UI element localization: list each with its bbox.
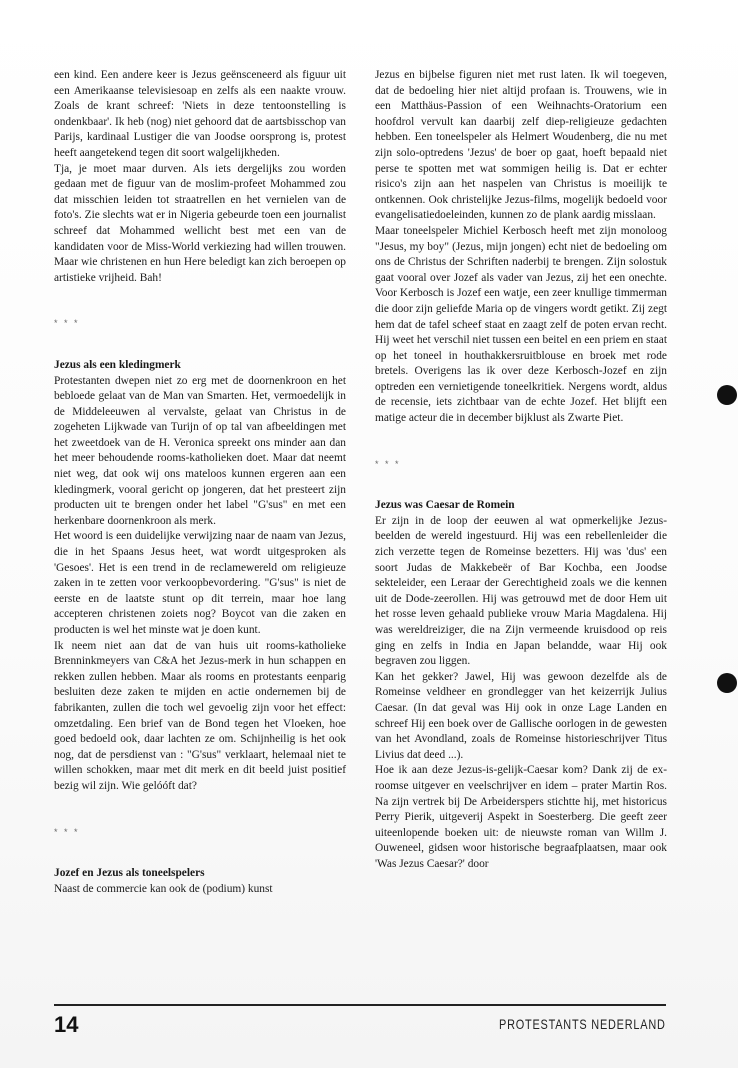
caesar-paragraph-2: Kan het gekker? Jawel, Hij was gewoon dezelfde als de Romeinse veldheer en grondlegger van het keizerrijk Julius Caesar. (In dat geval was Hij ook in onze Lage Landen en schreef Hij een boek over de Gallische oorlogen in de gewesten van het Avondland, zoals de Romeinse historieschrijver Titus Livius dat deed ...). <box>375 670 667 761</box>
section-heading-caesar: Jezus was Caesar de Romein <box>375 499 515 512</box>
right-intro-paragraph-2: Maar toneelspeler Michiel Kerbosch heeft met zijn monoloog "Jesus, my boy" (Jezus, mijn jongen) echt niet de bedoeling om ons de Christus der Schriften naderbij te brengen. Zijn solostuk gaat vooral over Jozef als vader van Jezus, zij het een onechte. Voor Kerbosch is Jozef een watje, een zeer knullige timmerman die door zijn geliefde Maria op de vingers wordt getikt. Zij zegt hem dat de tafel scheef staat en zaagt zelf de poten ervan recht. Hij weet het verschil niet tussen een beitel en een priem en staat op het toneel in houthakkersruitblouse en broek met rode bretels. Overigens las ik over deze Kerbosch-Jozef en zijn optreden een vernietigende toneelkritiek. Nergens wordt, aldus de recensie, iets zichtbaar van de echte Jozef. Het blijft een matige acteur die in december bijklust als Zwarte Piet. <box>375 224 667 425</box>
section-heading-kledingmerk: Jezus als een kledingmerk <box>54 358 181 371</box>
caesar-paragraph-1: Er zijn in de loop der eeuwen al wat opmerkelijke Jezus-beelden de wereld ingestuurd. Hij was een rebellenleider die zich verzette tegen de Romeinse bezetters. Hij was 'dus' een soort Judas de Makkebeër of Bar Kochba, een Joodse sekteleider, een Leraar der Gerechtigheid zoals we die kennen uit de Dode-zeerollen. Hij was getrouwd met de door Hem uit het rosse leven gehaald publieke vrouw Maria Magdalena. Hij was wereldreiziger, die na Zijn vermeende kruisdood op reis ging en zelfs in India en Japan belandde, waar Hij ook begraven zou liggen. <box>375 514 667 668</box>
section-separator: * * * <box>54 826 80 837</box>
left-column <box>54 68 346 897</box>
right-intro-paragraph-1: Jezus en bijbelse figuren niet met rust laten. Ik wil toegeven, dat de bedoeling hier niet altijd profaan is. Trouwens, wie in een Matthäus-Passion of een Weihnachts-Oratorium een hoofdrol vervult kan daarbij zelf diep-religieuze gedachten hebben. Een toneelspeler als Helmert Woudenberg, die nu met zijn solo-optredens 'Jezus' de boer op gaat, hoeft bepaald niet perse te spotten met wat sommigen heilig is. Dat er echter risico's zijn aan het naspelen van Christus is moeilijk te ontkennen. Ook christelijke Jezus-films, mogelijk bedoeld voor evangelisatiedoeleinden, kunnen zo de plank aardig misslaan. <box>375 69 667 222</box>
toneelspelers-paragraph-1: Naast de commercie kan ook de (podium) kunst <box>54 882 273 895</box>
right-column <box>375 68 667 873</box>
footer-rule <box>54 1004 666 1006</box>
kledingmerk-paragraph-2: Het woord is een duidelijke verwijzing naar de naam van Jezus, die in het Spaans Jesus heet, wat wordt uitgesproken als 'Gesoes'. Het is een trend in de reclamewereld om religieuze zaken in te zetten voor verkoopbevordering. "G'sus" is niet de eerste en de laatste stunt op dit terrein, maar hoe lang accepteren christenen zoiets nog? Boycot van die zaken en producten is wel het minste wat je doen kunt. <box>54 530 346 636</box>
binder-hole <box>717 385 737 405</box>
section-heading-toneelspelers: Jozef en Jezus als toneelspelers <box>54 867 205 880</box>
kledingmerk-paragraph-3: Ik neem niet aan dat de van huis uit rooms-katholieke Brenninkmeyers van C&A het Jezus-merk in hun schappen en rekken zullen hebben. Maar als rooms en protestants eenparig besluiten deze zaken te mijden en actie ondernemen bij de fabrikanten, zullen die toch wel gevoelig zijn voor het effect: omzetdaling. Een brief van de Bond tegen het Vloeken, hoe goed bedoeld ook, daar lachten ze om. Schijnheilig is het ook nog, dat de persdienst van : "G'sus" verklaart, helemaal niet te willen schokken, maar met dit merk en dit beeld juist positief bezig wil zijn. Wie gelóóft dat? <box>54 639 346 792</box>
binder-hole <box>717 673 737 693</box>
kledingmerk-paragraph-1: Protestanten dwepen niet zo erg met de doornenkroon en het bebloede gelaat van de Man van Smarten. Het, vermoedelijk in de Middeleeuwen al vervalste, gelaat van Christus in de zogeheten Lijkwade van Turijn of op tal van afbeeldingen met het zweetdoek van de H. Veronica spreekt ons minder aan dan het meer behoudende rooms-katholieken doet. Maar dat neemt niet weg, dat ook wij ons mateloos kunnen ergeren aan een kledingmerk, vooral gericht op jongeren, dat het presteert zijn producten uit te brengen onder het label "G'sus" en met een herkenbare doornenkroon als merk. <box>54 374 346 527</box>
magazine-name: PROTESTANTS NEDERLAND <box>499 1016 666 1032</box>
page-number: 14 <box>54 1012 79 1037</box>
section-separator: * * * <box>375 458 401 469</box>
left-intro-paragraph-2: Tja, je moet maar durven. Als iets dergelijks zou worden gedaan met de figuur van de moslim-profeet Mohammed zou dat misschien leiden tot straatrellen en het vernielen van de foto's. Zie slechts wat er in Nigeria gebeurde toen een journalist schreef dat Mohammed wellicht best met een van de kandidaten voor de Miss-World verkiezing had willen trouwen. Maar wie christenen en hun Here beledigt kan zich beroepen op artistieke vrijheid. Bah! <box>54 162 346 284</box>
caesar-paragraph-3: Hoe ik aan deze Jezus-is-gelijk-Caesar kom? Dank zij de ex-roomse uitgever en veelschrijver en idem – prater Martin Ros. Na zijn vertrek bij De Arbeiderspers stichtte hij, met historicus Perry Pierik, uitgeverij Aspekt in Soesterberg. Die geeft zeer uiteenlopende boeken uit: de nieuwste roman van Willm J. Ouweneel, gidsen woor historische begraafplaatsen, maar ook 'Was Jezus Caesar?' door <box>375 764 667 870</box>
left-intro-paragraph-1: een kind. Een andere keer is Jezus geënsceneerd als figuur uit een Amerikaanse televisiesoap en zelfs als een naakte vrouw. Zoals de krant schreef: 'Niets in deze tentoonstelling is ondenkbaar'. Ik heb (nog) niet gehoord dat de aartsbisschop van Parijs, kardinaal Lustiger die van Joodse oorsprong is, protest heeft aangetekend tegen dit soort walgelijkheden. <box>54 69 346 159</box>
section-separator: * * * <box>54 318 80 329</box>
